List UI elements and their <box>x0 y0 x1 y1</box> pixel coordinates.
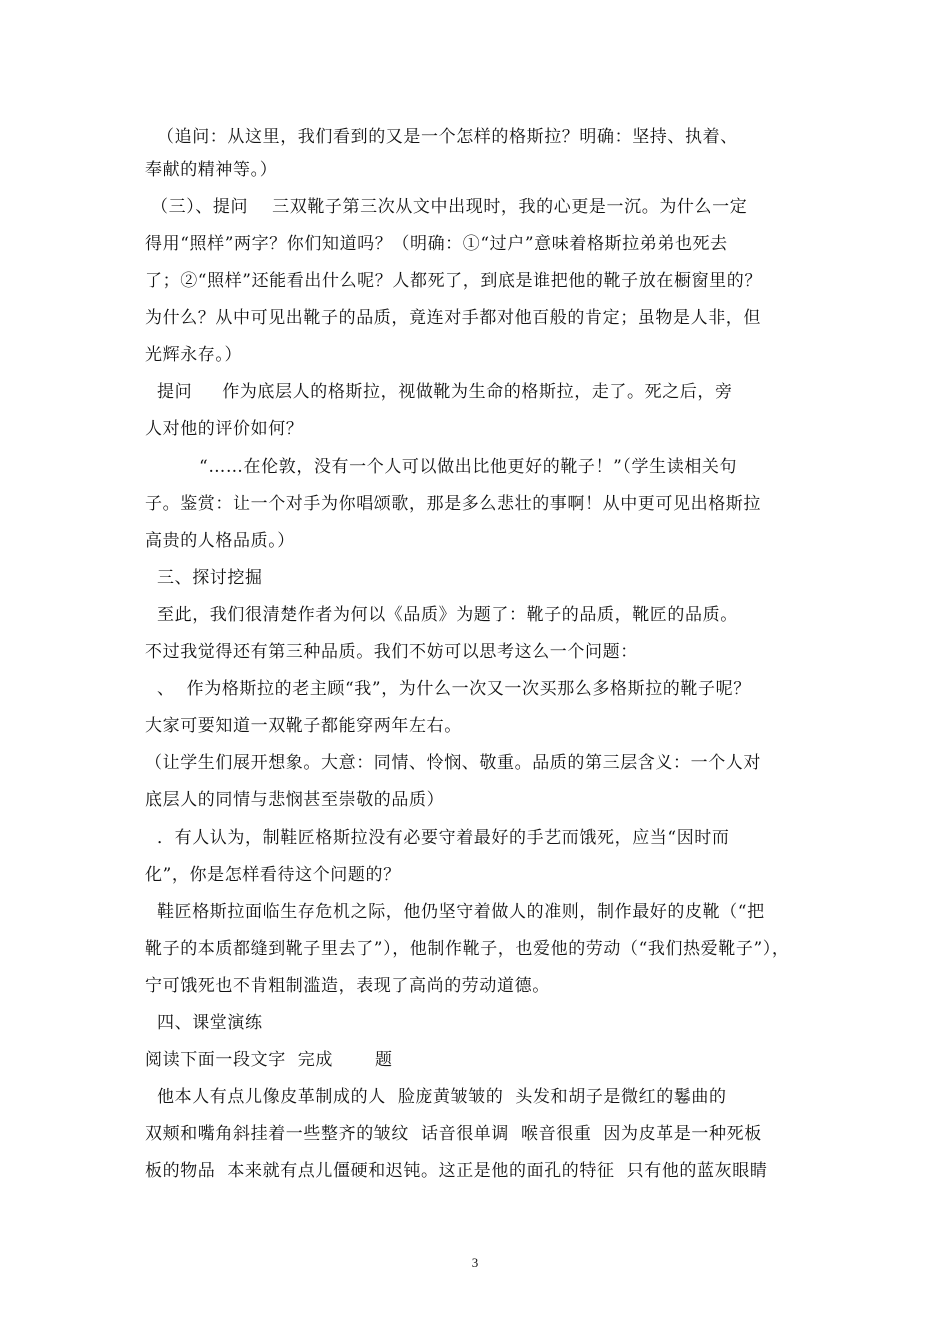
text-line: 阅读下面一段文字 完成 题 <box>145 1050 393 1070</box>
text-line: 人对他的评价如何？ <box>145 419 304 439</box>
text-line: 提问 作为底层人的格斯拉，视做靴为生命的格斯拉，走了。死之后，旁 <box>145 382 733 402</box>
text-line: 至此，我们很清楚作者为何以《品质》为题了：靴子的品质，靴匠的品质。 <box>145 605 738 625</box>
text-line: 底层人的同情与悲悯甚至崇敬的品质） <box>145 790 445 810</box>
text-line: ．有人认为，制鞋匠格斯拉没有必要守着最好的手艺而饿死，应当“因时而 <box>145 828 730 848</box>
page-number: 3 <box>471 1255 479 1270</box>
text-line: （追问：从这里，我们看到的又是一个怎样的格斯拉？明确：坚持、执着、 <box>145 127 738 147</box>
text-line: 高贵的人格品质。） <box>145 531 295 551</box>
text-line: 鞋匠格斯拉面临生存危机之际，他仍坚守着做人的准则，制作最好的皮靴（“把 <box>145 902 765 922</box>
text-line: 得用“照样”两字？你们知道吗？（明确：①“过户”意味着格斯拉弟弟也死去 <box>145 234 728 254</box>
text-line: 化”，你是怎样看待这个问题的？ <box>145 865 401 885</box>
section-heading: 四、课堂演练 <box>145 1013 263 1033</box>
text-line: 、 作为格斯拉的老主顾“我”，为什么一次又一次买那么多格斯拉的靴子呢？ <box>145 679 751 699</box>
text-line: 大家可要知道一双靴子都能穿两年左右。 <box>145 716 462 736</box>
text-line: 子。鉴赏：让一个对手为你唱颂歌，那是多么悲壮的事啊！从中更可见出格斯拉 <box>145 494 761 514</box>
text-line: 为什么？从中可见出靴子的品质，竟连对手都对他百般的肯定；虽物是人非，但 <box>145 308 761 328</box>
text-line: 光辉永存。） <box>145 345 243 365</box>
text-line: 双颊和嘴角斜挂着一些整齐的皱纹 话音很单调 喉音很重 因为皮革是一种死板 <box>145 1124 762 1144</box>
text-line: 不过我觉得还有第三种品质。我们不妨可以思考这么一个问题： <box>145 642 638 662</box>
text-line: 板的物品 本来就有点儿僵硬和迟钝。这正是他的面孔的特征 只有他的蓝灰眼睛 <box>145 1161 768 1181</box>
text-line: 他本人有点儿像皮革制成的人 脸庞黄皱皱的 头发和胡子是微红的鬈曲的 <box>145 1087 727 1107</box>
quote-line: “……在伦敦，没有一个人可以做出比他更好的靴子！”（学生读相关句 <box>145 457 738 477</box>
section-heading: 三、探讨挖掘 <box>145 568 263 588</box>
text-line: 了；②“照样”还能看出什么呢？人都死了，到底是谁把他的靴子放在橱窗里的？ <box>145 271 762 291</box>
text-line: 宁可饿死也不肯粗制滥造，表现了高尚的劳动道德。 <box>145 976 550 996</box>
text-line: 奉献的精神等。） <box>145 160 278 180</box>
text-line: （三）、提问 三双靴子第三次从文中出现时，我的心更是一沉。为什么一定 <box>145 197 748 217</box>
text-line: 靴子的本质都缝到靴子里去了”），他制作靴子，也爱他的劳动（“我们热爱靴子”）， <box>145 939 790 959</box>
text-line: （让学生们展开想象。大意：同情、怜悯、敬重。品质的第三层含义：一个人对 <box>145 753 761 773</box>
